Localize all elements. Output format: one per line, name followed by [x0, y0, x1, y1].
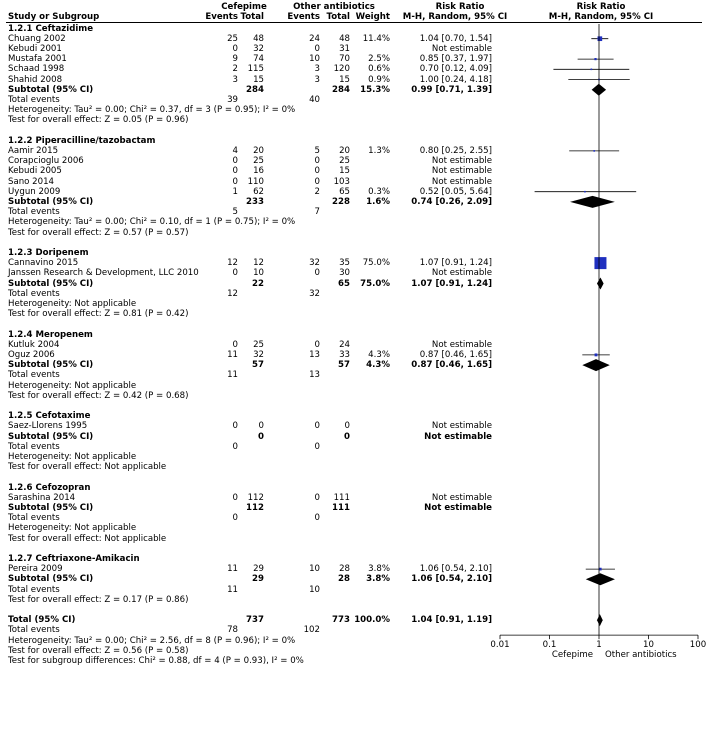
- x-tick-label-1: 0.01: [490, 640, 510, 651]
- subgroup-1-study-4-name: Schaad 1998: [8, 64, 65, 75]
- subgroup-5-heterogeneity: Heterogeneity: Not applicable: [8, 451, 137, 462]
- subgroup-6-overall-effect: Test for overall effect: Not applicable: [8, 533, 167, 544]
- subgroup-2-study-3-ci: Not estimable: [431, 166, 492, 177]
- overall-effect: Test for overall effect: Z = 0.56 (P = 0.58): [8, 645, 189, 656]
- overall-weight: 100.0%: [354, 615, 390, 626]
- subgroup-5-subtotal-total-1: 0: [258, 431, 264, 442]
- subgroup-3-study-1-point: [594, 257, 606, 269]
- subgroup-2-study-4-events-2: 0: [314, 176, 320, 187]
- subgroup-4-study-1-events-1: 0: [232, 339, 238, 350]
- subgroup-5-total-events-label: Total events: [8, 441, 60, 452]
- subgroup-7-study-1-events-1: 11: [227, 564, 238, 575]
- subgroup-1-total-events-events-1: 39: [227, 94, 238, 105]
- subgroup-2-subtotal-label: Subtotal (95% CI): [8, 196, 94, 207]
- subgroup-6-subtotal-label: Subtotal (95% CI): [8, 502, 94, 513]
- subgroup-3-study-2-total-2: 30: [339, 268, 350, 279]
- subgroup-4-study-1-name: Kutluk 2004: [8, 339, 60, 350]
- subgroup-2-study-4-total-1: 110: [247, 176, 264, 187]
- subgroup-7-subtotal-label: Subtotal (95% CI): [8, 574, 94, 585]
- subgroup-3-study-1-events-2: 32: [309, 258, 320, 269]
- subgroup-1-study-1-ci: 1.04 [0.70, 1.54]: [419, 33, 492, 44]
- subgroup-6-heterogeneity: Heterogeneity: Not applicable: [8, 523, 137, 534]
- subgroup-4-total-events-label: Total events: [8, 370, 60, 381]
- subgroup-2-subtotal-weight: 1.6%: [366, 196, 390, 207]
- subgroup-1-study-5-ci: 1.00 [0.24, 4.18]: [419, 74, 492, 85]
- subgroup-4-total-events-events-2: 13: [309, 370, 320, 381]
- subgroup-1-study-5-name: Shahid 2008: [8, 74, 63, 85]
- subgroup-1-study-3-events-1: 9: [232, 54, 238, 65]
- subgroup-3-study-2-total-1: 10: [253, 268, 264, 279]
- subgroup-6-study-1-total-1: 112: [247, 492, 264, 503]
- subgroup-1-total-events-label: Total events: [8, 94, 60, 105]
- subgroup-5-label: 1.2.5 Cefotaxime: [8, 411, 91, 422]
- subgroup-1-study-1-events-1: 25: [227, 33, 238, 44]
- subgroup-2-study-3-events-2: 0: [314, 166, 320, 177]
- subgroup-2-study-1-weight: 1.3%: [368, 145, 390, 156]
- subgroup-1-study-4-point: [591, 69, 593, 71]
- subgroup-2-study-2-total-2: 25: [339, 156, 350, 167]
- subgroup-5-study-1-name: Saez-Llorens 1995: [8, 421, 88, 432]
- subgroup-1-study-4-weight: 0.6%: [368, 64, 390, 75]
- subgroup-1-study-2-name: Kebudi 2001: [8, 43, 62, 54]
- subgroup-4-study-2-ci: 0.87 [0.46, 1.65]: [419, 349, 492, 360]
- subgroup-2-study-2-ci: Not estimable: [431, 156, 492, 167]
- subgroup-1-study-1-total-1: 48: [253, 33, 264, 44]
- plot-header-method: M-H, Random, 95% CI: [548, 12, 654, 22]
- subgroup-1-study-2-total-1: 32: [253, 43, 264, 54]
- subgroup-3-subtotal-total-2: 65: [338, 278, 350, 289]
- subgroup-2-study-5-name: Uygun 2009: [8, 186, 61, 197]
- subgroup-4-subtotal-total-2: 57: [338, 360, 350, 371]
- subgroup-1-study-4-total-1: 115: [247, 64, 264, 75]
- subgroup-2-study-1-point: [593, 150, 595, 152]
- subgroup-1-overall-effect: Test for overall effect: Z = 0.05 (P = 0.96): [8, 115, 189, 126]
- subgroup-2-total-events-events-1: 5: [232, 207, 238, 218]
- subgroup-6-total-events-events-1: 0: [232, 513, 238, 524]
- subgroup-5-subtotal-ci: Not estimable: [424, 431, 492, 442]
- subgroup-7-subtotal-ci: 1.06 [0.54, 2.10]: [411, 574, 492, 585]
- subgroup-7-subtotal-total-1: 29: [252, 574, 264, 585]
- subgroup-6-study-1-ci: Not estimable: [431, 492, 492, 503]
- subgroup-5-overall-effect: Test for overall effect: Not applicable: [8, 462, 167, 473]
- subgroup-2-total-events-events-2: 7: [314, 207, 320, 218]
- subgroup-2-study-1-events-2: 5: [314, 145, 320, 156]
- subgroup-5-study-1-ci: Not estimable: [431, 421, 492, 432]
- group2-events-header: Events: [287, 12, 320, 22]
- x-tick-label-4: 10: [643, 640, 654, 651]
- subgroup-5-total-events-events-1: 0: [232, 441, 238, 452]
- subgroup-2-heterogeneity: Heterogeneity: Tau² = 0.00; Chi² = 0.10, df = 1 (P = 0.75); I² = 0%: [8, 217, 296, 228]
- subgroup-7-total-events-events-1: 11: [227, 584, 238, 595]
- subgroup-4-study-2-weight: 4.3%: [368, 349, 390, 360]
- subgroup-7-study-1-ci: 1.06 [0.54, 2.10]: [419, 564, 492, 575]
- subgroup-3-heterogeneity: Heterogeneity: Not applicable: [8, 298, 137, 309]
- subgroup-5-study-1-events-2: 0: [314, 421, 320, 432]
- subgroup-2-study-5-events-1: 1: [232, 186, 238, 197]
- subgroup-7-study-1-name: Pereira 2009: [8, 564, 63, 575]
- subgroup-2-study-1-total-2: 20: [339, 145, 350, 156]
- subgroup-3-study-1-name: Cannavino 2015: [8, 258, 79, 269]
- subgroup-1-subtotal-label: Subtotal (95% CI): [8, 84, 94, 95]
- overall-events-events-1: 78: [227, 625, 238, 636]
- subgroup-3-study-1-total-1: 12: [253, 258, 264, 269]
- subgroup-4-overall-effect: Test for overall effect: Z = 0.42 (P = 0.68): [8, 390, 189, 401]
- subgroup-2-total-events-label: Total events: [8, 207, 60, 218]
- subgroup-2-study-3-total-1: 16: [253, 166, 264, 177]
- subgroup-7-study-1-weight: 3.8%: [368, 564, 390, 575]
- weight-header: Weight: [355, 12, 390, 22]
- subgroup-4-subtotal-ci: 0.87 [0.46, 1.65]: [411, 360, 492, 371]
- subgroup-6-subtotal-total-2: 111: [332, 502, 350, 513]
- subgroup-1-study-3-ci: 0.85 [0.37, 1.97]: [419, 54, 492, 65]
- subgroup-7-subtotal-total-2: 28: [338, 574, 350, 585]
- subgroup-7-study-1-events-2: 10: [309, 564, 320, 575]
- subgroup-2-subtotal-total-1: 233: [246, 196, 264, 207]
- subgroup-6-total-events-events-2: 0: [314, 513, 320, 524]
- subgroup-2-study-1-events-1: 4: [232, 145, 238, 156]
- subgroup-1-subtotal-weight: 15.3%: [360, 84, 390, 95]
- subgroup-2-study-3-events-1: 0: [232, 166, 238, 177]
- subgroup-1-study-3-total-1: 74: [253, 54, 264, 65]
- subgroup-5-study-1-total-1: 0: [258, 421, 264, 432]
- subgroup-2-study-3-total-2: 15: [339, 166, 350, 177]
- plot-header-title: Risk Ratio: [576, 2, 626, 12]
- subgroup-3-subtotal-ci: 1.07 [0.91, 1.24]: [411, 278, 492, 289]
- subgroup-2-study-1-total-1: 20: [253, 145, 264, 156]
- subgroup-3-study-2-events-2: 0: [314, 268, 320, 279]
- subgroup-2-study-4-name: Sano 2014: [8, 176, 55, 187]
- subgroup-6-subtotal-ci: Not estimable: [424, 502, 492, 513]
- overall-total-1: 737: [246, 615, 264, 626]
- subgroup-1-study-1-point: [598, 36, 603, 41]
- subgroup-3-total-events-events-1: 12: [227, 288, 238, 299]
- subgroup-6-study-1-total-2: 111: [333, 492, 350, 503]
- subgroup-3-subtotal-label: Subtotal (95% CI): [8, 278, 94, 289]
- subgroup-4-study-2-total-1: 32: [253, 349, 264, 360]
- subgroup-1-study-3-total-2: 70: [339, 54, 350, 65]
- subgroup-7-subtotal-diamond: [586, 573, 615, 585]
- subgroup-4-total-events-events-1: 11: [227, 370, 238, 381]
- subgroup-1-label: 1.2.1 Ceftazidime: [8, 23, 94, 34]
- subgroup-4-study-2-point: [595, 353, 598, 356]
- subgroup-4-study-1-ci: Not estimable: [431, 339, 492, 350]
- subgroup-3-total-events-label: Total events: [8, 288, 60, 299]
- subgroup-2-study-4-total-2: 103: [333, 176, 350, 187]
- subgroup-differences: Test for subgroup differences: Chi² = 0.88, df = 4 (P = 0.93), I² = 0%: [8, 655, 304, 666]
- x-tick-label-5: 100: [689, 640, 707, 651]
- subgroup-1-subtotal-total-1: 284: [246, 84, 264, 95]
- subgroup-1-study-5-events-1: 3: [232, 74, 238, 85]
- subgroup-1-study-5-total-2: 15: [339, 74, 350, 85]
- subgroup-4-label: 1.2.4 Meropenem: [8, 329, 93, 340]
- subgroup-2-study-2-events-1: 0: [232, 156, 238, 167]
- subgroup-1-study-4-events-1: 2: [232, 64, 238, 75]
- subgroup-2-overall-effect: Test for overall effect: Z = 0.57 (P = 0.57): [8, 227, 189, 238]
- group2-total-header: Total: [326, 12, 350, 22]
- subgroup-2-study-2-events-2: 0: [314, 156, 320, 167]
- subgroup-7-total-events-events-2: 10: [309, 584, 320, 595]
- x-tick-label-2: 0.1: [542, 640, 557, 651]
- subgroup-6-study-1-events-2: 0: [314, 492, 320, 503]
- x-tick-label-3: 1: [596, 640, 602, 651]
- subgroup-2-study-4-events-1: 0: [232, 176, 238, 187]
- group1-total-header: Total: [240, 12, 264, 22]
- subgroup-7-study-1-total-2: 28: [339, 564, 350, 575]
- subgroup-7-label: 1.2.7 Ceftriaxone-Amikacin: [8, 553, 140, 564]
- subgroup-5-subtotal-total-2: 0: [344, 431, 350, 442]
- subgroup-3-overall-effect: Test for overall effect: Z = 0.81 (P = 0.42): [8, 309, 189, 320]
- subgroup-1-study-5-events-2: 3: [314, 74, 320, 85]
- group1-events-header: Events: [205, 12, 238, 22]
- study-column-header: Study or Subgroup: [8, 12, 100, 22]
- overall-label: Total (95% CI): [8, 615, 76, 626]
- subgroup-2-study-2-total-1: 25: [253, 156, 264, 167]
- subgroup-7-total-events-label: Total events: [8, 584, 60, 595]
- subgroup-1-study-3-weight: 2.5%: [368, 54, 390, 65]
- subgroup-3-subtotal-weight: 75.0%: [360, 278, 390, 289]
- subgroup-2-subtotal-total-2: 228: [332, 196, 350, 207]
- subgroup-1-study-4-total-2: 120: [333, 64, 350, 75]
- subgroup-3-study-1-weight: 75.0%: [362, 258, 390, 269]
- subgroup-2-study-1-ci: 0.80 [0.25, 2.55]: [419, 145, 492, 156]
- subgroup-3-study-1-events-1: 12: [227, 258, 238, 269]
- subgroup-5-total-events-events-2: 0: [314, 441, 320, 452]
- subgroup-2-study-3-name: Kebudi 2005: [8, 166, 62, 177]
- subgroup-4-study-1-events-2: 0: [314, 339, 320, 350]
- subgroup-4-study-1-total-1: 25: [253, 339, 264, 350]
- group2-header: Other antibiotics: [293, 2, 375, 12]
- subgroup-1-study-1-total-2: 48: [339, 33, 350, 44]
- subgroup-7-subtotal-weight: 3.8%: [366, 574, 390, 585]
- subgroup-3-study-2-events-1: 0: [232, 268, 238, 279]
- subgroup-2-study-5-events-2: 2: [314, 186, 320, 197]
- subgroup-5-study-1-events-1: 0: [232, 421, 238, 432]
- subgroup-5-subtotal-label: Subtotal (95% CI): [8, 431, 94, 442]
- favours-left-label: Cefepime: [551, 650, 593, 661]
- overall-diamond: [597, 614, 603, 626]
- favours-right-label: Other antibiotics: [605, 650, 677, 661]
- subgroup-3-study-1-ci: 1.07 [0.91, 1.24]: [419, 258, 492, 269]
- overall-heterogeneity: Heterogeneity: Tau² = 0.00; Chi² = 2.56, df = 8 (P = 0.96); I² = 0%: [8, 635, 296, 646]
- group1-header: Cefepime: [221, 2, 267, 12]
- subgroup-3-subtotal-total-1: 22: [252, 278, 264, 289]
- subgroup-1-study-3-point: [594, 58, 596, 60]
- subgroup-3-study-1-total-2: 35: [339, 258, 350, 269]
- subgroup-6-label: 1.2.6 Cefozopran: [8, 482, 91, 493]
- subgroup-3-total-events-events-2: 32: [309, 288, 320, 299]
- subgroup-3-study-2-ci: Not estimable: [431, 268, 492, 279]
- subgroup-2-study-1-name: Aamir 2015: [8, 145, 59, 156]
- overall-events-label: Total events: [8, 625, 60, 636]
- overall-total-2: 773: [332, 615, 350, 626]
- subgroup-5-study-1-total-2: 0: [344, 421, 350, 432]
- subgroup-4-study-2-total-2: 33: [339, 349, 350, 360]
- subgroup-4-study-1-total-2: 24: [339, 339, 350, 350]
- subgroup-1-study-3-name: Mustafa 2001: [8, 54, 67, 65]
- subgroup-1-study-1-weight: 11.4%: [362, 33, 390, 44]
- subgroup-1-study-1-events-2: 24: [309, 33, 320, 44]
- subgroup-1-subtotal-ci: 0.99 [0.71, 1.39]: [411, 84, 492, 95]
- subgroup-2-study-5-total-2: 65: [339, 186, 350, 197]
- overall-ci: 1.04 [0.91, 1.19]: [411, 615, 492, 626]
- subgroup-2-study-5-point: [584, 191, 586, 193]
- subgroup-1-study-5-total-1: 15: [253, 74, 264, 85]
- subgroup-6-total-events-label: Total events: [8, 513, 60, 524]
- subgroup-3-label: 1.2.3 Doripenem: [8, 247, 89, 258]
- subgroup-3-study-2-name: Janssen Research & Development, LLC 2010: [8, 268, 199, 279]
- subgroup-4-study-2-events-2: 13: [309, 349, 320, 360]
- subgroup-2-subtotal-diamond: [570, 196, 615, 208]
- subgroup-1-subtotal-total-2: 284: [332, 84, 350, 95]
- subgroup-6-study-1-name: Sarashina 2014: [8, 492, 76, 503]
- subgroup-4-heterogeneity: Heterogeneity: Not applicable: [8, 380, 137, 391]
- subgroup-2-study-5-total-1: 62: [253, 186, 264, 197]
- subgroup-1-study-1-name: Chuang 2002: [8, 33, 66, 44]
- subgroup-6-study-1-events-1: 0: [232, 492, 238, 503]
- subgroup-1-study-2-ci: Not estimable: [431, 43, 492, 54]
- subgroup-4-subtotal-total-1: 57: [252, 360, 264, 371]
- subgroup-6-subtotal-total-1: 112: [246, 502, 264, 513]
- subgroup-7-overall-effect: Test for overall effect: Z = 0.17 (P = 0.86): [8, 594, 189, 605]
- subgroup-2-study-5-ci: 0.52 [0.05, 5.64]: [419, 186, 492, 197]
- subgroup-4-study-2-name: Oguz 2006: [8, 349, 55, 360]
- subgroup-4-subtotal-label: Subtotal (95% CI): [8, 360, 94, 371]
- subgroup-4-subtotal-diamond: [582, 359, 609, 371]
- subgroup-3-subtotal-diamond: [597, 278, 604, 290]
- subgroup-2-label: 1.2.2 Piperacilline/tazobactam: [8, 135, 156, 146]
- subgroup-2-study-2-name: Corapcioglu 2006: [8, 156, 84, 167]
- subgroup-7-study-1-total-1: 29: [253, 564, 264, 575]
- subgroup-1-study-3-events-2: 10: [309, 54, 320, 65]
- subgroup-2-study-5-weight: 0.3%: [368, 186, 390, 197]
- subgroup-2-study-4-ci: Not estimable: [431, 176, 492, 187]
- subgroup-1-study-4-events-2: 3: [314, 64, 320, 75]
- subgroup-1-study-2-total-2: 31: [339, 43, 350, 54]
- subgroup-1-study-2-events-1: 0: [232, 43, 238, 54]
- overall-events-events-2: 102: [303, 625, 320, 636]
- subgroup-4-study-2-events-1: 11: [227, 349, 238, 360]
- rr-header-method: M-H, Random, 95% CI: [402, 12, 508, 22]
- subgroup-1-total-events-events-2: 40: [309, 94, 320, 105]
- subgroup-2-subtotal-ci: 0.74 [0.26, 2.09]: [411, 196, 492, 207]
- subgroup-4-subtotal-weight: 4.3%: [366, 360, 390, 371]
- rr-header-title: Risk Ratio: [435, 2, 485, 12]
- subgroup-1-study-4-ci: 0.70 [0.12, 4.09]: [419, 64, 492, 75]
- subgroup-1-heterogeneity: Heterogeneity: Tau² = 0.00; Chi² = 0.37, df = 3 (P = 0.95); I² = 0%: [8, 105, 296, 116]
- subgroup-1-study-2-events-2: 0: [314, 43, 320, 54]
- subgroup-1-study-5-weight: 0.9%: [368, 74, 390, 85]
